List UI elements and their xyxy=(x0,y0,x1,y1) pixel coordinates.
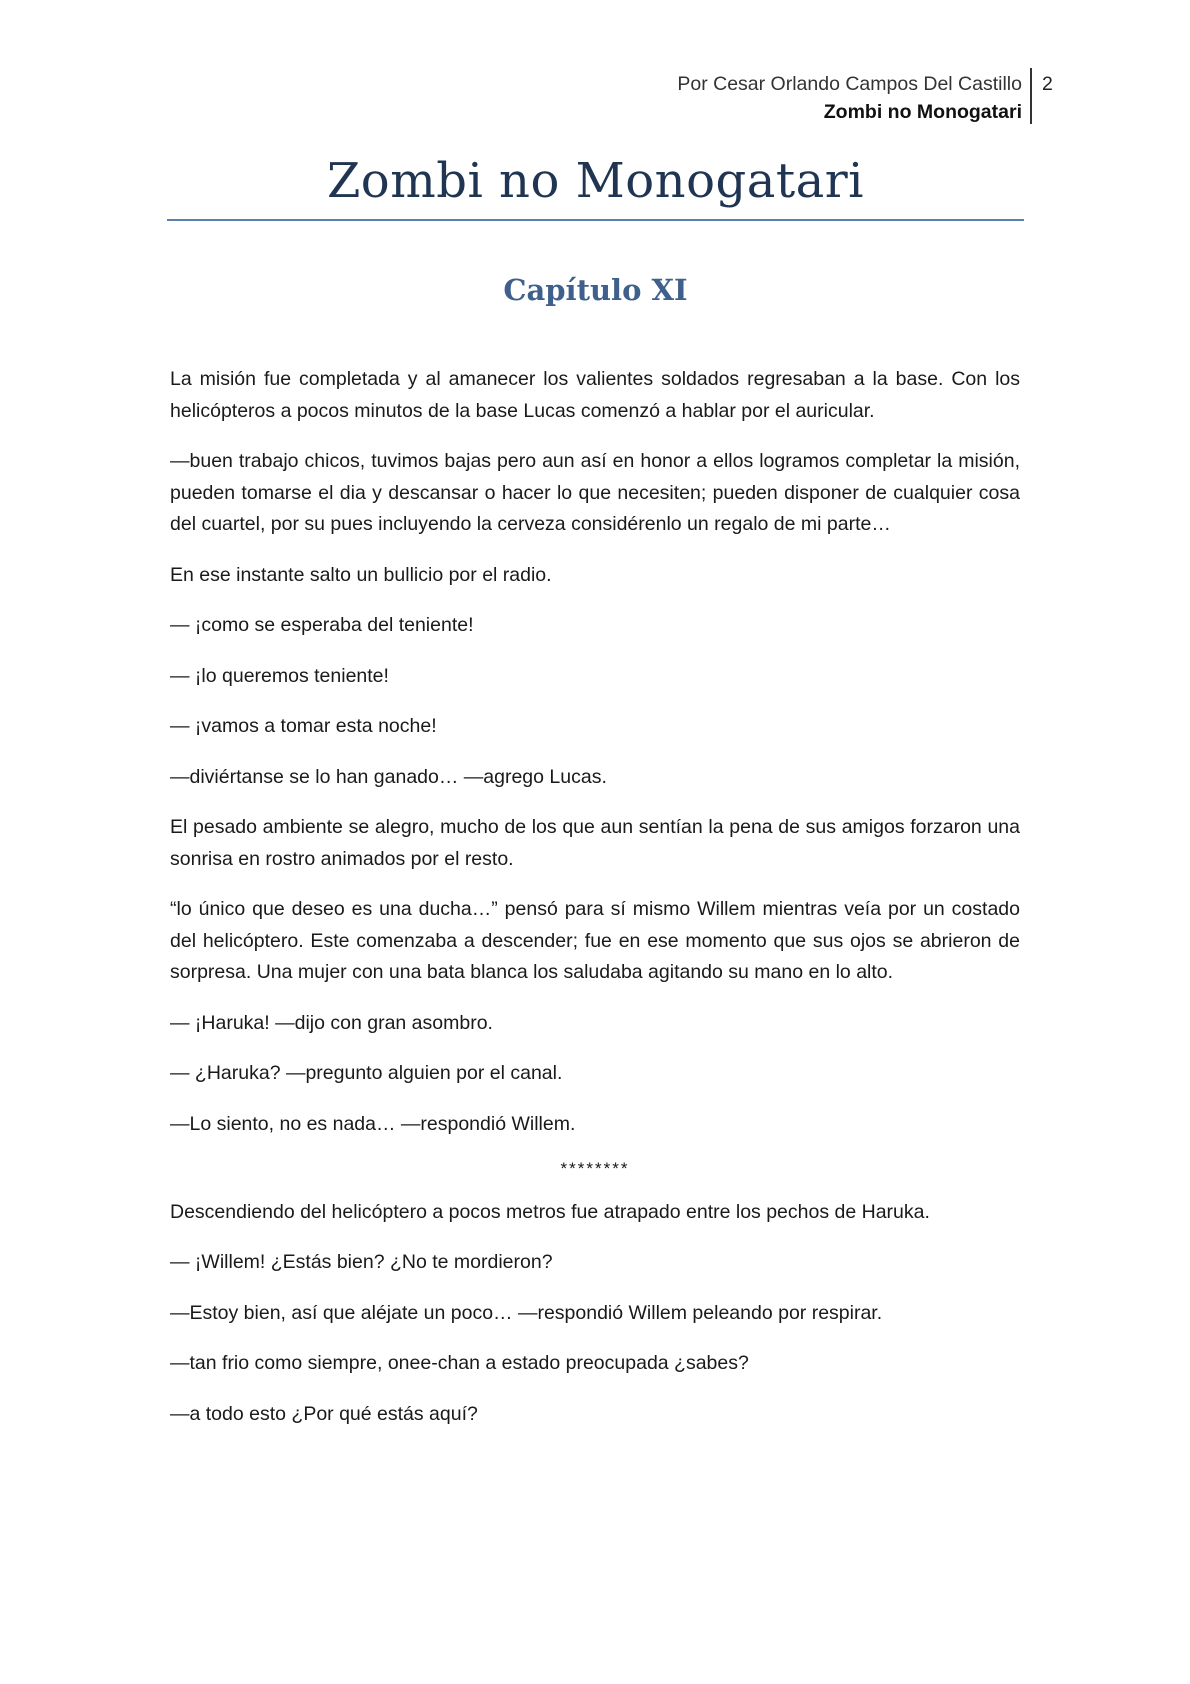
paragraph: —Estoy bien, así que aléjate un poco… —respondió Willem peleando por respirar. xyxy=(170,1301,883,1324)
paragraph: —a todo esto ¿Por qué estás aquí? xyxy=(170,1402,478,1425)
document-title: Zombi no Monogatari xyxy=(326,153,865,209)
header-divider xyxy=(1030,68,1032,124)
paragraph: — ¡lo queremos teniente! xyxy=(170,664,389,687)
paragraph: En ese instante salto un bullicio por el radio. xyxy=(170,563,552,586)
header-author: Por Cesar Orlando Campos Del Castillo xyxy=(677,73,1022,95)
header-book-title: Zombi no Monogatari xyxy=(823,101,1022,123)
body-text xyxy=(170,364,1020,1449)
chapter-heading: Capítulo XI xyxy=(503,273,688,307)
paragraph: — ¡vamos a tomar esta noche! xyxy=(170,715,437,737)
paragraph: La misión fue completada y al amanecer los valientes soldados regresaban a la base. Con los helicópteros a pocos minutos de la base Lucas comenzó a hablar por el auricular. xyxy=(170,368,1020,422)
paragraph: — ¿Haruka? —pregunto alguien por el canal. xyxy=(170,1062,563,1084)
paragraph: El pesado ambiente se alegro, mucho de los que aun sentían la pena de sus amigos forzaron una sonrisa en rostro animados por el resto. xyxy=(170,816,1020,870)
running-header xyxy=(677,70,1022,126)
paragraph: —Lo siento, no es nada… —respondió Willem. xyxy=(170,1112,576,1135)
paragraph: — ¡Willem! ¿Estás bien? ¿No te mordieron? xyxy=(170,1251,553,1273)
paragraph: “lo único que deseo es una ducha…” pensó para sí mismo Willem mientras veía por un costado del helicóptero. Este comenzaba a descender; fue en ese momento que sus ojos se abrieron de sorpresa. Una mujer con una bata blanca los saludaba agitando su mano en lo alto. xyxy=(170,898,1020,983)
scene-separator: ******** xyxy=(560,1159,630,1178)
paragraph: —diviértanse se lo han ganado… —agrego Lucas. xyxy=(170,765,607,788)
paragraph: — ¡como se esperaba del teniente! xyxy=(170,614,474,636)
paragraph: —buen trabajo chicos, tuvimos bajas pero aun así en honor a ellos logramos completar la misión, pueden tomarse el dia y descansar o hacer lo que necesiten; pueden disponer de cualquier cosa del cuartel, por su pues incluyendo la cerveza considérenlo un regalo de mi parte… xyxy=(170,450,1020,535)
title-rule xyxy=(167,219,1024,221)
paragraph: Descendiendo del helicóptero a pocos metros fue atrapado entre los pechos de Haruka. xyxy=(170,1200,930,1223)
page-number: 2 xyxy=(1042,73,1053,95)
paragraph: —tan frio como siempre, onee-chan a estado preocupada ¿sabes? xyxy=(170,1352,749,1374)
paragraph: — ¡Haruka! —dijo con gran asombro. xyxy=(170,1011,493,1034)
